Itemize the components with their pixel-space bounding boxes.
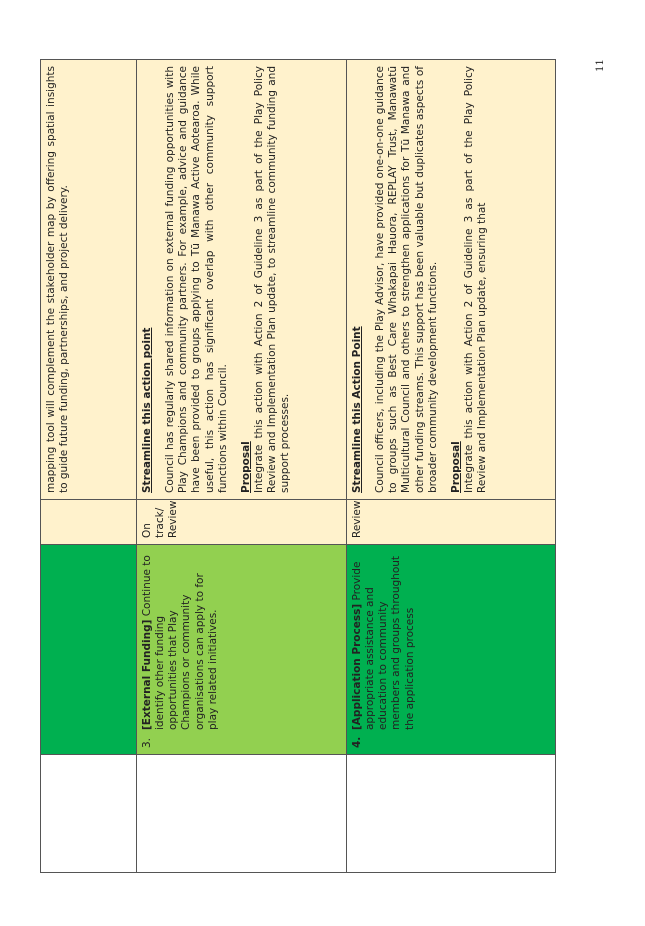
status-cell: Review	[347, 500, 556, 545]
action-text: Provide appropriate assistance and education to community members and groups throughout the application process	[351, 555, 416, 730]
action-number: 3.	[141, 737, 153, 748]
table-row	[137, 60, 347, 873]
theme-cell	[347, 755, 556, 873]
section-body: Council has regularly shared information on external funding opportunities with Play Champions and community partners. For example, advice and guidance have been provided to groups applying to Tū Manawa Active Aotearoa. While useful, this action has significant overlap with other community support functions within Council.	[164, 66, 229, 493]
description-cell	[137, 60, 347, 500]
description-cell	[347, 60, 556, 500]
proposal-text: Integrate this action with Action 2 of Guideline 3 as part of the Play Policy Review and Implementation Plan update, to streamline community funding and support processes.	[252, 66, 292, 493]
proposal-label: Proposal	[239, 441, 252, 493]
action-number: 4.	[351, 736, 363, 748]
table-row	[347, 60, 556, 873]
status-cell: On track/ Review	[137, 500, 347, 545]
theme-cell	[137, 755, 347, 873]
description-text: mapping tool will complement the stakeholder map by offering spatial insights to guide future funding, partnerships, and project delivery.	[45, 66, 71, 493]
section-heading: Streamline this action point	[141, 327, 153, 493]
action-cell	[41, 545, 137, 755]
page-number: 11	[595, 59, 607, 72]
section-body: Council officers, including the Play Advisor, have provided one-on-one guidance to groups such as Best Care Whakapai Hauora, REPLAY Trust, Manawatū Multicultural Council and others to strengthen applications for Tū Manawa and other funding streams. This support has been valuable but duplicates aspects of broader community development functions.	[374, 66, 439, 493]
description-cell	[41, 60, 137, 500]
action-title: [External Funding]	[141, 619, 153, 730]
section-heading: Streamline this Action Point	[351, 326, 363, 493]
proposal-label: Proposal	[449, 441, 462, 493]
action-cell	[137, 545, 347, 755]
action-cell	[347, 545, 556, 755]
action-table	[40, 59, 556, 873]
status-cell	[41, 500, 137, 545]
rotated-page-content	[40, 60, 555, 873]
proposal-text: Integrate this action with Action 2 of Guideline 3 as part of the Play Policy Review and Implementation Plan update, ensuring that	[462, 66, 488, 493]
theme-cell	[41, 755, 137, 873]
table-row	[41, 60, 137, 873]
action-title: [Application Process]	[351, 603, 363, 730]
action-text: Continue to identify other funding opportunities that Play Champions or community organisations can apply to for play related initiatives.	[141, 555, 219, 730]
